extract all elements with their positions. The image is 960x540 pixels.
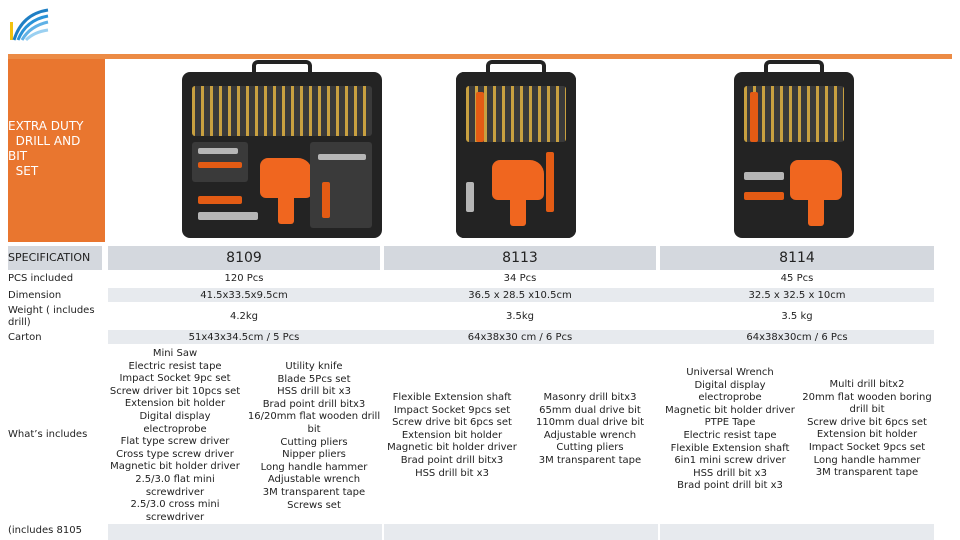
includes-8113-col-a: Flexible Extension shaft Impact Socket 9pcs set Screw drive bit 6pcs set Extension bit holder Magnetic bit holder driver Brad point drill bitx3 HSS drill bit x3 (387, 392, 517, 479)
includes-band (108, 524, 382, 540)
includes-8109-col-b: Utility knife Blade 5Pcs set HSS drill bit x3 Brad point drill bitx3 16/20mm flat wooden drill bit Cutting pliers Nipper pliers Long handle hammer Adjustable wrench 3M transparent tape Screws set (247, 361, 381, 511)
includes-band (660, 524, 934, 540)
row-label-includes: What’s includes (8, 429, 88, 440)
weight-8113: 3.5kg (505, 311, 535, 322)
carton-8109: 51x43x34.5cm / 5 Pcs (188, 332, 300, 343)
dimension-8114: 32.5 x 32.5 x 10cm (748, 290, 846, 301)
dimension-8113: 36.5 x 28.5 x10.5cm (468, 290, 572, 301)
pcs-8109: 120 Pcs (224, 273, 264, 284)
row-label-pcs: PCS included (8, 273, 74, 284)
model-8114: 8114 (779, 250, 815, 266)
weight-8114: 3.5 kg (781, 311, 813, 322)
includes-8113-col-b: Masonry drill bitx3 65mm dual drive bit 110mm dual drive bit Adjustable wrench Cutting pliers 3M transparent tape (535, 392, 645, 466)
includes-band (384, 524, 658, 540)
row-label-carton: Carton (8, 332, 42, 343)
dimension-8109: 41.5x33.5x9.5cm (200, 290, 288, 301)
company-logo (8, 4, 52, 44)
pcs-8114: 45 Pcs (780, 273, 814, 284)
footer-label: (includes 8105 (8, 525, 82, 536)
carton-8113: 64x38x30 cm / 6 Pcs (467, 332, 573, 343)
header-rule (8, 54, 952, 59)
spec-header-label: SPECIFICATION (8, 251, 91, 264)
title-panel (8, 59, 105, 242)
row-label-weight: Weight ( includes drill) (8, 305, 95, 328)
product-image-8114 (734, 62, 934, 238)
includes-8114-col-a: Universal Wrench Digital display electroprobe Magnetic bit holder driver PTPE Tape Electric resist tape Flexible Extension shaft 6in1 mini screw driver HSS drill bit x3 Brad point drill bit x3 (665, 367, 795, 492)
model-8113: 8113 (502, 250, 538, 266)
page-title: EXTRA DUTY DRILL AND BIT SET (8, 119, 84, 178)
product-image-8109 (182, 62, 382, 238)
row-label-dimension: Dimension (8, 290, 62, 301)
includes-8114-col-b: Multi drill bitx2 20mm flat wooden boring drill bit Screw drive bit 6pcs set Extension bit holder Impact Socket 9pcs set Long handle hammer 3M transparent tape (802, 379, 932, 479)
pcs-8113: 34 Pcs (503, 273, 537, 284)
carton-8114: 64x38x30cm / 6 Pcs (746, 332, 848, 343)
weight-8109: 4.2kg (229, 311, 259, 322)
product-image-8113 (456, 62, 656, 238)
includes-8109-col-a: Mini Saw Electric resist tape Impact Socket 9pc set Screw driver bit 10pcs set Extension bit holder Digital display electroprobe Flat type screw driver Cross type screw driver Magnetic bit holder driver 2.5/3.0 flat mini screwdriver 2.5/3.0 cross mini screwdriver (109, 348, 241, 523)
model-8109: 8109 (226, 250, 262, 266)
